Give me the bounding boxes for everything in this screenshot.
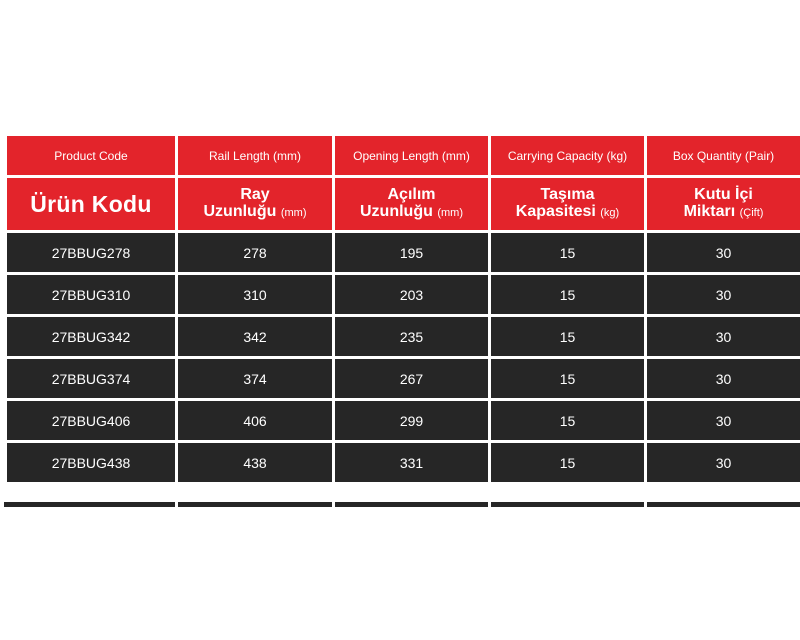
product-spec-table-container <box>4 133 800 485</box>
cell-rail-length: 310 <box>177 274 334 316</box>
cell-product-code: 27BBUG374 <box>6 358 177 400</box>
cell-opening-length: 299 <box>334 400 490 442</box>
header-tr-rail-length-unit: (mm) <box>280 207 307 219</box>
cell-carrying-capacity: 15 <box>490 316 646 358</box>
product-spec-table <box>4 133 800 485</box>
cell-rail-length: 374 <box>177 358 334 400</box>
header-tr-carrying-capacity-unit: (kg) <box>600 207 620 219</box>
header-tr-carrying-capacity <box>490 177 646 232</box>
table-row <box>6 232 800 274</box>
header-tr-opening-length-line1: Açılım <box>387 186 436 203</box>
cell-box-quantity: 30 <box>646 442 800 484</box>
table-row <box>6 316 800 358</box>
table-row <box>6 442 800 484</box>
header-en-rail-length: Rail Length (mm) <box>177 135 334 177</box>
header-en-product-code: Product Code <box>6 135 177 177</box>
header-tr-carrying-capacity-line1: Taşıma <box>540 186 595 203</box>
header-tr-box-quantity-unit: (Çift) <box>739 207 764 219</box>
cell-carrying-capacity: 15 <box>490 442 646 484</box>
header-tr-rail-length-line1: Ray <box>240 186 270 203</box>
header-tr-rail-length <box>177 177 334 232</box>
cell-opening-length: 203 <box>334 274 490 316</box>
cell-carrying-capacity: 15 <box>490 358 646 400</box>
cell-opening-length: 195 <box>334 232 490 274</box>
cell-rail-length: 342 <box>177 316 334 358</box>
cell-box-quantity: 30 <box>646 316 800 358</box>
cell-product-code: 27BBUG438 <box>6 442 177 484</box>
cell-product-code: 27BBUG342 <box>6 316 177 358</box>
cell-box-quantity: 30 <box>646 358 800 400</box>
header-tr-carrying-capacity-line2: Kapasitesi <box>515 203 596 220</box>
header-tr-opening-length <box>334 177 490 232</box>
cell-opening-length: 235 <box>334 316 490 358</box>
table-row <box>6 274 800 316</box>
cell-opening-length: 267 <box>334 358 490 400</box>
header-tr-product-code-label: Ürün Kodu <box>30 190 152 217</box>
header-tr-box-quantity-line1: Kutu İçi <box>694 186 753 203</box>
cell-rail-length: 438 <box>177 442 334 484</box>
cell-product-code: 27BBUG310 <box>6 274 177 316</box>
cell-rail-length: 278 <box>177 232 334 274</box>
header-tr-box-quantity-line2: Miktarı <box>683 203 736 220</box>
cell-product-code: 27BBUG278 <box>6 232 177 274</box>
cropped-row-edge <box>4 502 800 507</box>
header-tr-product-code <box>6 177 177 232</box>
cell-box-quantity: 30 <box>646 232 800 274</box>
cell-opening-length: 331 <box>334 442 490 484</box>
header-tr-opening-length-line2: Uzunluğu <box>360 203 433 220</box>
header-tr-opening-length-unit: (mm) <box>437 207 463 219</box>
cell-carrying-capacity: 15 <box>490 232 646 274</box>
column-divider <box>644 502 647 507</box>
column-divider <box>332 502 335 507</box>
header-tr-rail-length-line2: Uzunluğu <box>203 203 277 220</box>
header-en-box-quantity: Box Quantity (Pair) <box>646 135 800 177</box>
header-en-opening-length: Opening Length (mm) <box>334 135 490 177</box>
cell-box-quantity: 30 <box>646 274 800 316</box>
table-row <box>6 358 800 400</box>
cell-product-code: 27BBUG406 <box>6 400 177 442</box>
cell-rail-length: 406 <box>177 400 334 442</box>
column-divider <box>175 502 178 507</box>
turkish-header-row <box>6 177 800 232</box>
cell-carrying-capacity: 15 <box>490 274 646 316</box>
cell-box-quantity: 30 <box>646 400 800 442</box>
english-header-row <box>6 135 800 177</box>
column-divider <box>488 502 491 507</box>
cell-carrying-capacity: 15 <box>490 400 646 442</box>
header-tr-box-quantity <box>646 177 800 232</box>
table-row <box>6 400 800 442</box>
header-en-carrying-capacity: Carrying Capacity (kg) <box>490 135 646 177</box>
